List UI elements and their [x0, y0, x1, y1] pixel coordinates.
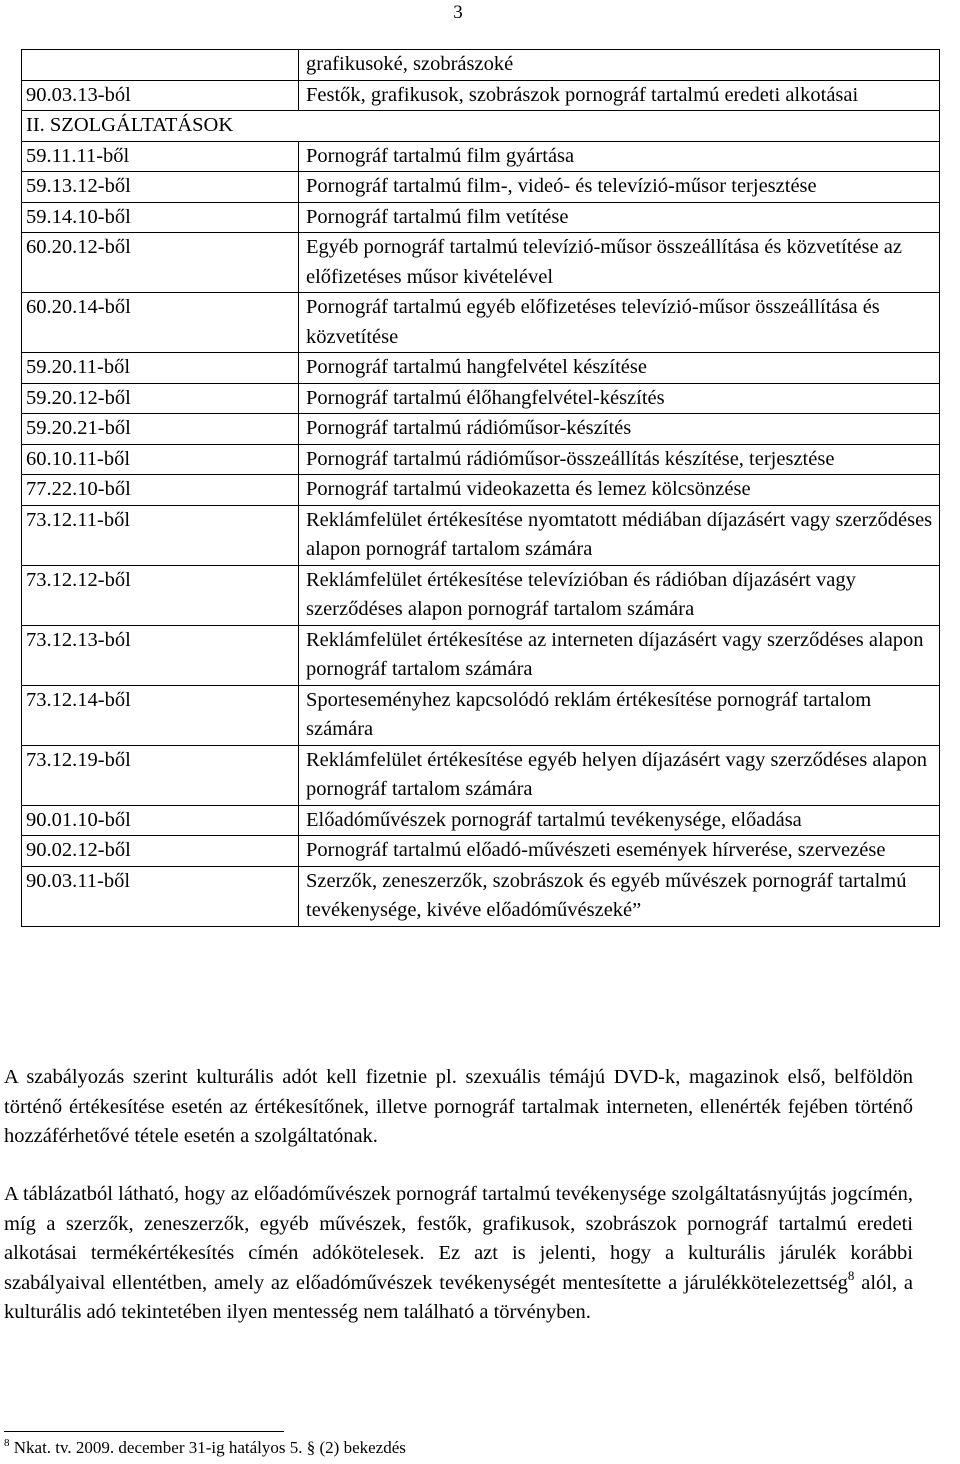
code-cell: 90.01.10-ből — [22, 805, 299, 836]
table-row — [22, 414, 940, 445]
table-row — [22, 293, 940, 353]
description-cell: Pornográf tartalmú rádióműsor-készítés — [299, 414, 940, 445]
section-heading: II. SZOLGÁLTATÁSOK — [22, 111, 940, 142]
description-cell: Szerzők, zeneszerzők, szobrászok és egyéb művészek pornográf tartalmú tevékenysége, kivéve előadóművészeké” — [299, 866, 940, 926]
description-cell: Pornográf tartalmú film vetítése — [299, 202, 940, 233]
description-cell: Reklámfelület értékesítése egyéb helyen díjazásért vagy szerződéses alapon pornográf tartalom számára — [299, 745, 940, 805]
description-cell: Reklámfelület értékesítése nyomtatott médiában díjazásért vagy szerződéses alapon pornográf tartalom számára — [299, 505, 940, 565]
description-cell: Reklámfelület értékesítése az interneten díjazásért vagy szerződéses alapon pornográf tartalom számára — [299, 625, 940, 685]
table-row — [22, 172, 940, 203]
code-cell: 59.20.21-ből — [22, 414, 299, 445]
table-row — [22, 444, 940, 475]
description-cell: Pornográf tartalmú egyéb előfizetéses televízió-műsor összeállítása és közvetítése — [299, 293, 940, 353]
code-cell: 73.12.13-ból — [22, 625, 299, 685]
description-cell: Pornográf tartalmú hangfelvétel készítése — [299, 353, 940, 384]
code-cell: 60.20.12-ből — [22, 233, 299, 293]
footnote — [4, 1438, 904, 1458]
code-cell: 73.12.19-ből — [22, 745, 299, 805]
section-row — [22, 111, 940, 142]
table-row — [22, 625, 940, 685]
table-row — [22, 505, 940, 565]
code-cell: 73.12.14-ből — [22, 685, 299, 745]
table-row — [22, 866, 940, 926]
code-cell: 60.10.11-ből — [22, 444, 299, 475]
code-cell: 90.02.12-ből — [22, 836, 299, 867]
table-row — [22, 836, 940, 867]
code-cell: 59.11.11-ből — [22, 141, 299, 172]
footnote-separator — [4, 1431, 284, 1432]
footnote-text: Nkat. tv. 2009. december 31-ig hatályos 5. § (2) bekezdés — [9, 1438, 406, 1457]
description-cell: Pornográf tartalmú élőhangfelvétel-készítés — [299, 383, 940, 414]
table-row — [22, 50, 940, 81]
footnote-number: 8 — [4, 1437, 10, 1449]
code-cell — [22, 50, 299, 81]
body-paragraph-table-summary — [4, 1180, 913, 1328]
description-cell: Sporteseményhez kapcsolódó reklám értékesítése pornográf tartalom számára — [299, 685, 940, 745]
body-paragraph-cultural-tax: A szabályozás szerint kulturális adót kell fizetnie pl. szexuális témájú DVD-k, magazinok első, belföldön történő értékesítése esetén az értékesítőnek, illetve pornográf tartalmak interneten, ellenérték fejében történő hozzáférhetővé tétele esetén a szolgáltatónak. — [4, 1066, 913, 1147]
table-row — [22, 233, 940, 293]
table-row — [22, 80, 940, 111]
description-cell: grafikusoké, szobrászoké — [299, 50, 940, 81]
code-cell: 90.03.13-ból — [22, 80, 299, 111]
description-cell: Egyéb pornográf tartalmú televízió-műsor összeállítása és közvetítése az előfizetéses műsor kivételével — [299, 233, 940, 293]
table-row — [22, 383, 940, 414]
code-cell: 59.14.10-ből — [22, 202, 299, 233]
code-cell: 59.13.12-ből — [22, 172, 299, 203]
description-cell: Előadóművészek pornográf tartalmú tevékenysége, előadása — [299, 805, 940, 836]
description-cell: Pornográf tartalmú film-, videó- és televízió-műsor terjesztése — [299, 172, 940, 203]
description-cell: Pornográf tartalmú film gyártása — [299, 141, 940, 172]
table-row — [22, 805, 940, 836]
code-cell: 60.20.14-ből — [22, 293, 299, 353]
code-cell: 90.03.11-ből — [22, 866, 299, 926]
paragraph-text: A táblázatból látható, hogy az előadóművészek pornográf tartalmú tevékenysége szolgáltatásnyújtás jogcímén, míg a szerzők, zeneszerzők, egyéb művészek, festők, grafikusok, szobrászok pornográf tartalmú eredeti alkotásai termékértékesítés címén adókötelesek. Ez azt is jelenti, hogy a kulturális járulék korábbi szabályaival ellentétben, amely az előadóművészek tevékenységét mentesítette a járulékkötelezettség — [4, 1183, 913, 1294]
table-row — [22, 685, 940, 745]
description-cell: Pornográf tartalmú előadó-művészeti események hírverése, szervezése — [299, 836, 940, 867]
code-cell: 59.20.11-ből — [22, 353, 299, 384]
activity-code-table — [21, 49, 940, 927]
table-row — [22, 475, 940, 506]
code-cell: 77.22.10-ből — [22, 475, 299, 506]
paragraph-text: alól, a kulturális adó tekintetében ilyen mentesség nem található a törvényben. — [4, 1271, 913, 1323]
table-row — [22, 745, 940, 805]
table-row — [22, 353, 940, 384]
description-cell: Reklámfelület értékesítése televízióban és rádióban díjazásért vagy szerződéses alapon pornográf tartalom számára — [299, 565, 940, 625]
code-cell: 59.20.12-ből — [22, 383, 299, 414]
description-cell: Festők, grafikusok, szobrászok pornográf tartalmú eredeti alkotásai — [299, 80, 940, 111]
table-row — [22, 141, 940, 172]
code-cell: 73.12.11-ből — [22, 505, 299, 565]
description-cell: Pornográf tartalmú videokazetta és lemez kölcsönzése — [299, 475, 940, 506]
description-cell: Pornográf tartalmú rádióműsor-összeállítás készítése, terjesztése — [299, 444, 940, 475]
table-row — [22, 202, 940, 233]
table-row — [22, 565, 940, 625]
footnote-reference[interactable]: 8 — [847, 1267, 855, 1283]
page-number: 3 — [453, 2, 463, 23]
code-cell: 73.12.12-ből — [22, 565, 299, 625]
